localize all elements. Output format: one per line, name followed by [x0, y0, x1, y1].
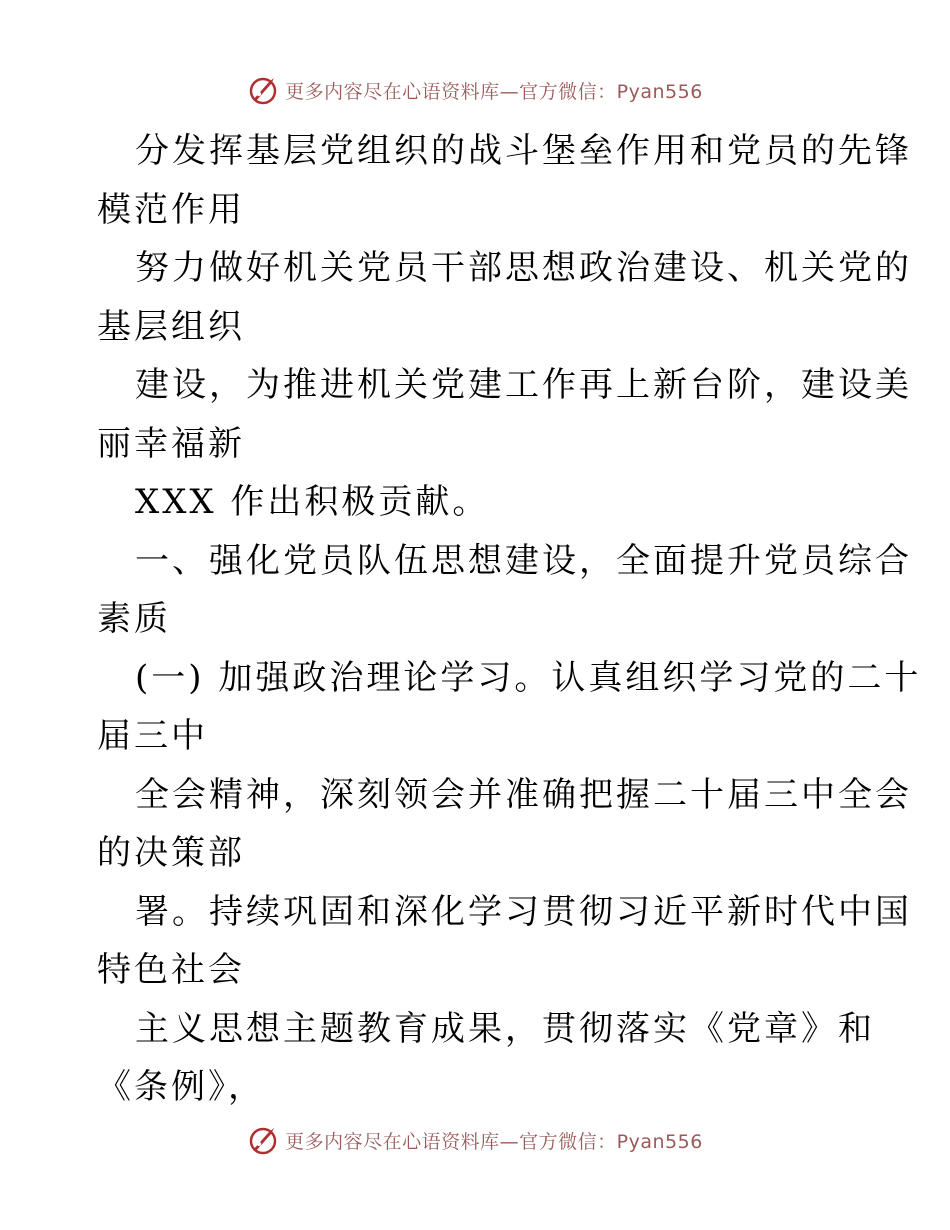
footer-banner — [0, 1122, 950, 1158]
body-line: 的决策部 — [97, 833, 245, 873]
section-heading-line: 素质 — [97, 599, 171, 639]
body-line: XXX 作出积极贡献。 — [135, 482, 490, 522]
section-heading-line: 一、强化党员队伍思想建设，全面提升党员综合 — [135, 540, 912, 581]
quill-pen-logo-icon — [247, 74, 279, 106]
body-line: 全会精神，深刻领会并准确把握二十届三中全会 — [135, 774, 912, 815]
body-line: 丽幸福新 — [97, 423, 245, 464]
footer-banner-text: 更多内容尽在心语资料库—官方微信：Pyan556 — [285, 1130, 703, 1153]
document-body — [97, 122, 922, 1117]
body-line: (一) 加强政治理论学习。认真组织学习党的二十 — [135, 657, 922, 698]
quill-pen-logo-icon — [247, 1124, 279, 1156]
body-line: 届三中 — [97, 716, 208, 756]
header-banner-text: 更多内容尽在心语资料库—官方微信：Pyan556 — [285, 80, 703, 103]
body-line: 署。持续巩固和深化学习贯彻习近平新时代中国 — [135, 891, 912, 932]
body-line: 《条例》， — [97, 1067, 265, 1107]
body-line: 主义思想主题教育成果，贯彻落实《党章》和 — [135, 1008, 875, 1049]
body-line: 特色社会 — [97, 950, 245, 990]
header-banner — [0, 72, 950, 108]
body-line: 建设，为推进机关党建工作再上新台阶，建设美 — [135, 365, 912, 405]
body-line: 模范作用 — [97, 189, 245, 230]
body-line: 分发挥基层党组织的战斗堡垒作用和党员的先锋 — [135, 131, 912, 171]
body-line: 努力做好机关党员干部思想政治建设、机关党的 — [135, 248, 912, 288]
body-line: 基层组织 — [97, 306, 245, 347]
